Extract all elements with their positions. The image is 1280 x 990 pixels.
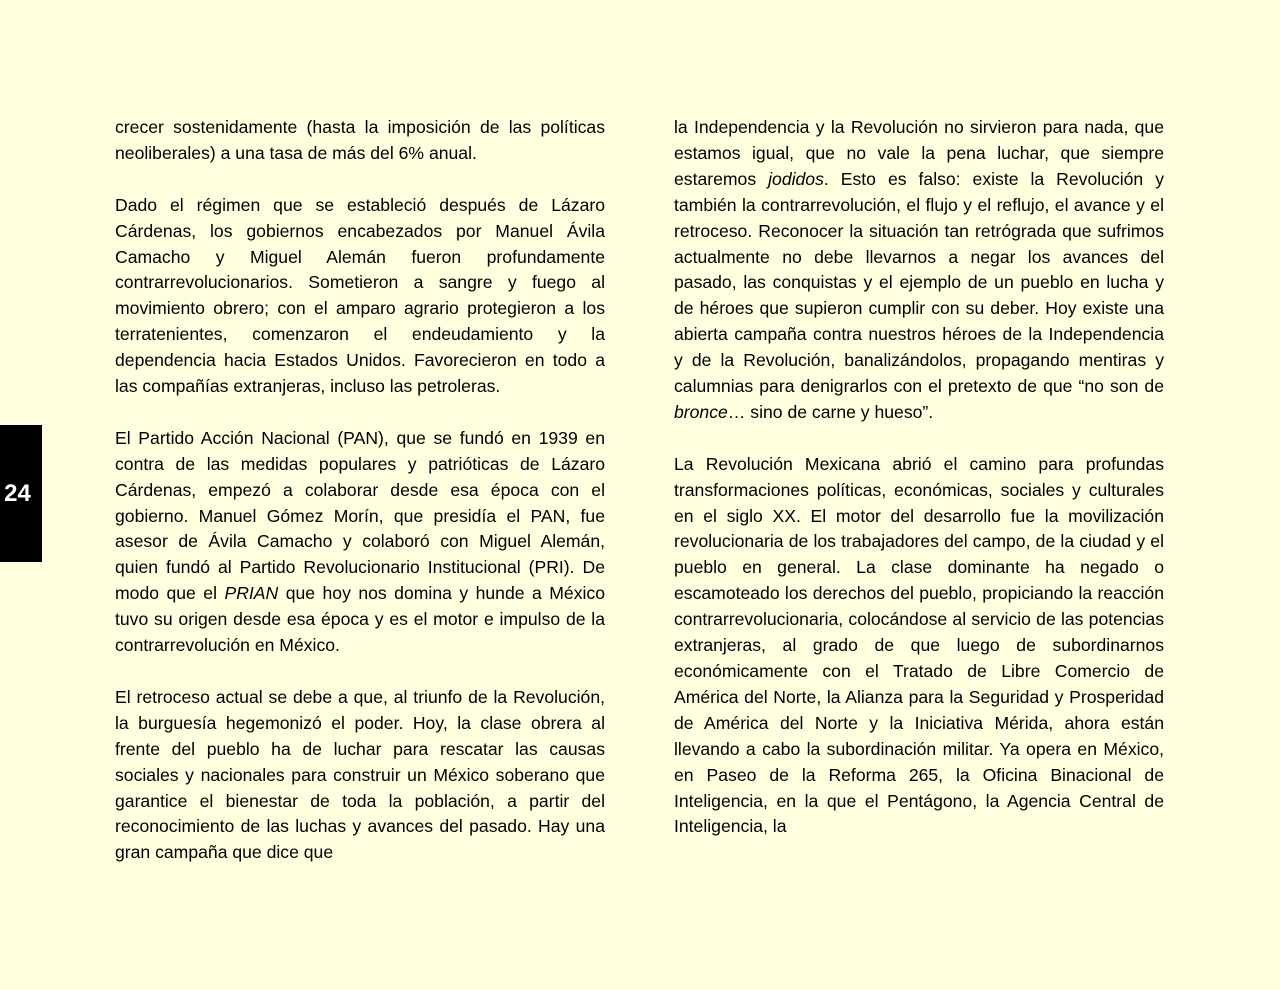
text-run: . Esto es falso: existe la Revolución y también la contrarrevolución, el flujo y el reflujo, el avance y el retroceso. Reconocer la situación tan retrógrada que sufrimos actualmente no debe llevarnos a negar los avances del pasado, las conquistas y el ejemplo de un pueblo en lucha y de héroes que supieron cumplir con su deber. Hoy existe una abierta campaña contra nuestros héroes de la Independencia y de la Revolución, banalizándolos, propagando mentiras y calumnias para denigrarlos con el pretexto de que “no son de — [674, 168, 1164, 397]
emphasis-text: PRIAN — [224, 583, 279, 604]
text-run: … sino de carne y hueso”. — [727, 401, 934, 422]
text-run: la Independencia y la Revolución no sirvieron para nada, que estamos igual, que no vale la pena luchar, que siempre estaremos — [674, 117, 1164, 189]
text-run: El Partido Acción Nacional (PAN), que se fundó en 1939 en contra de las medidas populares y patrióticas de Lázaro Cárdenas, empezó a colaborar desde esa época con el gobierno. Manuel Gómez Morín, que presidía el PAN, fue asesor de Ávila Camacho y colaboró con Miguel Alemán, quien fundó al Partido Revolucionario Institucional (PRI). De modo que el — [115, 427, 605, 604]
page-number-tab — [0, 425, 42, 562]
right-column — [674, 115, 1164, 840]
paragraph: El retroceso actual se debe a que, al triunfo de la Revolución, la burguesía hegemonizó el poder. Hoy, la clase obrera al frente del pueblo ha de luchar para rescatar las causas sociales y nacionales para construir un México soberano que garantice el bienestar de toda la población, a partir del reconocimiento de las luchas y avances del pasado. Hay una gran campaña que dice que — [115, 686, 605, 863]
paragraph: Dado el régimen que se estableció después de Lázaro Cárdenas, los gobiernos encabezados por Manuel Ávila Camacho y Miguel Alemán fueron profundamente contrarrevolucionarios. Sometieron a sangre y fuego al movimiento obrero; con el amparo agrario protegieron a los terratenientes, comenzaron el endeudamiento y la dependencia hacia Estados Unidos. Favorecieron en todo a las compañías extranjeras, incluso las petroleras. — [115, 194, 605, 397]
emphasis-text: bronce — [674, 401, 728, 422]
paragraph: La Revolución Mexicana abrió el camino para profundas transformaciones políticas, económicas, sociales y culturales en el siglo XX. El motor del desarrollo fue la movilización revolucionaria de los trabajadores del campo, de la ciudad y el pueblo en general. La clase dominante ha negado o escamoteado los derechos del pueblo, propiciando la reacción contrarrevolucionaria, colocándose al servicio de las potencias extranjeras, al grado de que luego de subordinarnos económicamente con el Tratado de Libre Comercio de América del Norte, la Alianza para la Seguridad y Prosperidad de América del Norte y la Iniciativa Mérida, ahora están llevando a cabo la subordinación militar. Ya opera en México, en Paseo de la Reforma 265, la Oficina Binacional de Inteligencia, en la que el Pentágono, la Agencia Central de Inteligencia, la — [674, 453, 1164, 837]
emphasis-text: jodidos — [768, 168, 824, 189]
paragraph — [674, 115, 1164, 426]
page-number: 24 — [4, 479, 31, 507]
left-column — [115, 115, 605, 866]
paragraph — [115, 426, 605, 659]
paragraph: crecer sostenidamente (hasta la imposición de las políticas neoliberales) a una tasa de más del 6% anual. — [115, 117, 605, 163]
text-run: que hoy nos domina y hunde a México tuvo su origen desde esa época y es el motor e impulso de la contrarrevolución en México. — [115, 583, 605, 656]
